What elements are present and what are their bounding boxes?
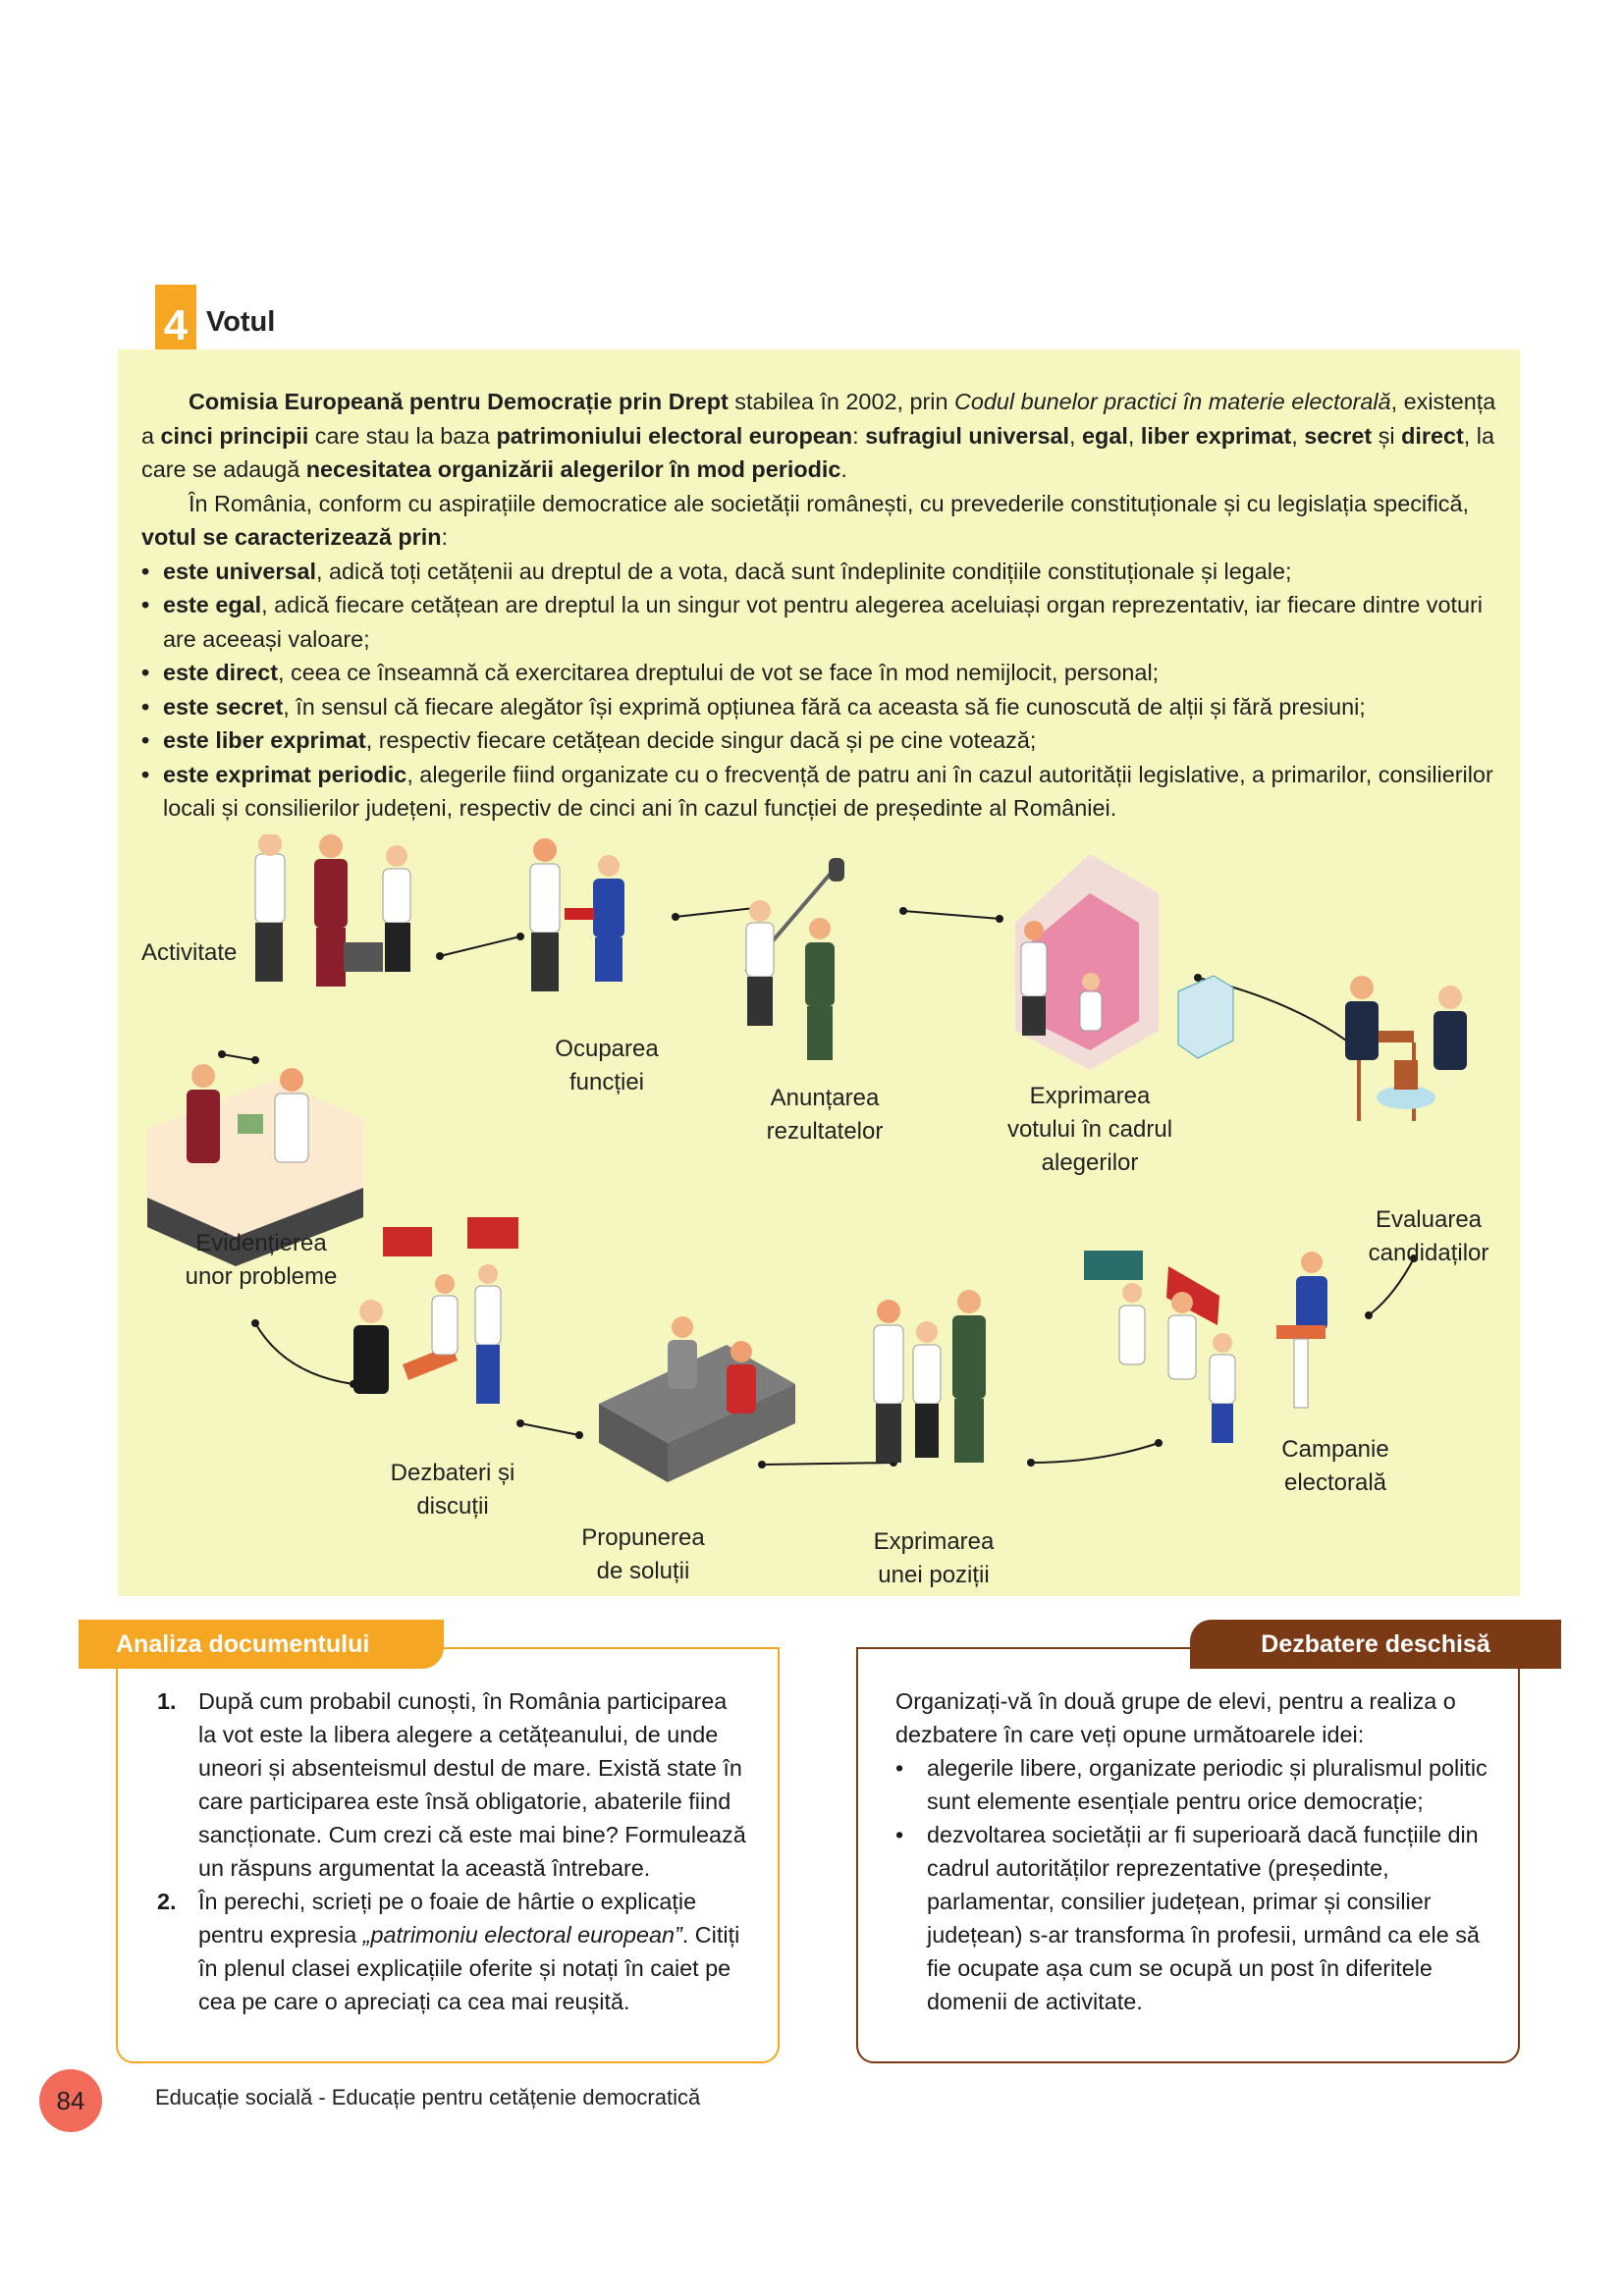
list-item-bold: este secret [163,693,284,720]
label-dezbateri-discutii [369,1457,536,1523]
intro-paragraph-2 [141,487,1501,555]
footer-subject: Educație socială - Educație pentru cetățenie democratică [155,2085,701,2109]
bold-segment: patrimoniului electoral european [496,422,853,449]
analysis-box [116,1647,780,2063]
text-segment: , la care se adaugă [141,422,1494,482]
list-item-bold: este exprimat periodic [163,761,407,787]
dezbateri-illustration [353,1217,518,1404]
question-item [157,1684,746,1885]
list-item: • dezvoltarea societății ar fi superioară dacă funcțiile din cadrul autorităților reprezentative (președinte, parlamentar, consilier județean, primar și consilier județean) s-ar transforma în profesii, urmând ca ele să fie ocupate așa cum se ocupă un post în diferitele domenii de activitate. [895,1818,1489,2018]
propunerea-solutiilor-illustration [599,1316,795,1482]
list-item-text: , în sensul că fiecare alegător își exprimă opțiunea fără ca aceasta să fie cunoscută de alții și fără presiuni; [283,693,1366,720]
bold-segment: cinci principii [160,422,309,449]
bold-segment: necesitatea organizării alegerilor în mod periodic [305,456,841,482]
label-line: Propunerea [581,1524,705,1551]
electoral-cycle-diagram [118,834,1520,1596]
list-item [141,555,1501,589]
section-title: Votul [206,306,276,338]
italic-code-title: Codul bunelor practici în materie electorală [953,389,1391,414]
activitate-people-illustration [255,834,410,987]
list-item-text: , adică fiecare cetățean are dreptul la un singur vot pentru alegerea aceluiași organ reprezentativ, iar fiecare dintre voturi are aceeași valoare; [163,592,1484,652]
bold-segment: votul se caracterizează prin [141,524,442,550]
label-text: Activitate [141,939,238,966]
connector-line [440,936,520,956]
exprimarea-pozitiei-illustration [874,1290,986,1463]
text-segment: care stau la baza [308,422,497,449]
label-ocuparea-functiei [528,1033,685,1099]
bold-segment: direct [1401,422,1464,449]
label-line: Anunțarea [770,1085,880,1111]
question-text: După cum probabil cunoști, în România participarea la vot este la libera alegere a cetățeanului, de unde uneori și absenteismul destul de mare. Există state în care participarea este însă obligatorie, abaterile fiind sancționate. Cum crezi că este mai bine? Formulează un răspuns argumentat la această întrebare. [198,1688,746,1881]
label-line: votului în cadrul [1006,1116,1173,1143]
connector-line [903,911,1000,919]
intro-paragraph-1 [141,385,1501,487]
debate-box [856,1647,1520,2063]
label-activitate [141,936,237,970]
analysis-questions [157,1684,746,2018]
analysis-tab: Analiza documentului [79,1620,444,1669]
bold-segment: liber exprimat [1140,422,1292,449]
bold-commission-name: Comisia Europeană pentru Democrație prin Drept [189,389,729,414]
debate-content [895,1684,1489,2018]
debate-list [895,1751,1489,2018]
list-item [141,588,1501,656]
list-item-text: , adică toți cetățenii au dreptul de a vota, dacă sunt îndeplinite condițiile constituționale și legale; [316,558,1292,584]
campanie-electorala-illustration [1084,1251,1327,1443]
evaluarea-candidatilor-illustration [1345,976,1467,1121]
question-text: În perechi, scrieți pe o foaie de hârtie o explicație pentru expresia [198,1889,697,1948]
label-line: unor probleme [185,1263,338,1290]
question-italic: „patrimoniu electoral european” [362,1922,682,1948]
bold-segment: egal [1082,422,1128,449]
connector-line [762,1463,893,1465]
list-item-text: , respectiv fiecare cetățean decide singur dacă și pe cine votează; [365,727,1037,753]
list-item-text: , alegerile fiind organizate cu o frecvență de patru ani în cazul autorității legislative, a primarilor, consilierilor locali și consilierilor județeni, respectiv de cinci ani în cazul funcției de președinte al României. [163,761,1493,821]
list-item [141,723,1501,758]
bold-segment: secret [1304,422,1373,449]
label-exprimarea-pozitiei [850,1525,1017,1592]
connector-line [1031,1443,1159,1463]
label-line: Ocuparea [555,1036,659,1062]
connector-line [520,1423,579,1435]
bold-segment: sufragiul universal [865,422,1070,449]
text-segment: , [1291,422,1305,449]
vote-characteristics-list [141,555,1501,826]
text-segment: : [441,524,449,550]
list-item-bold: este egal [163,592,262,617]
debate-intro: Organizați-vă în două grupe de elevi, pentru a realiza o dezbatere în care veți opune următoarele idei: [895,1688,1456,1747]
list-item [141,656,1501,690]
text-segment: În România, conform cu aspirațiile democratice ale societății românești, cu prevederile constituționale și cu legislația specifică, [189,490,1469,516]
list-item [141,758,1501,826]
label-line: electorală [1283,1469,1387,1496]
question-text: . Citiți în plenul clasei explicațiile oferite și notați în caiet pe cea pe care o apreciați ca cea mai reușită. [198,1922,740,2014]
label-line: unei poziții [878,1562,990,1588]
label-line: rezultatelor [766,1118,884,1145]
section-number: 4 [163,301,189,349]
label-evidentierea-problemelor [163,1227,359,1294]
anuntarea-rezultatelor-illustration [746,858,844,1060]
ocuparea-functiei-illustration [530,838,624,991]
text-segment: , existența a [141,389,1496,449]
list-item [141,690,1501,724]
text-segment: , [1127,422,1141,449]
text-segment: stabilea în 2002, prin [728,389,954,414]
label-line: Exprimarea [873,1528,995,1555]
label-line: Exprimarea [1029,1083,1151,1109]
label-line: candidaților [1368,1240,1489,1266]
list-item-text: , ceea ce înseamnă că exercitarea dreptului de vot se face în mod nemijlocit, personal; [278,660,1160,685]
debate-tab: Dezbatere deschisă [1190,1620,1561,1669]
voting-booth-illustration [1015,854,1233,1070]
question-number: 1. [157,1688,177,1714]
label-line: Evidențierea [195,1230,327,1256]
question-item [157,1885,746,2018]
label-line: Dezbateri și [390,1460,515,1486]
page-number: 84 [39,2069,102,2132]
connector-line [222,1054,255,1060]
connector-line [255,1323,353,1384]
label-evaluarea-candidatilor [1345,1203,1512,1270]
label-propunerea-solutiilor [550,1522,736,1588]
label-line: Evaluarea [1375,1206,1483,1233]
list-item-bold: este direct [163,660,279,685]
label-line: discuții [416,1493,489,1520]
label-line: funcției [568,1069,645,1095]
text-segment: . [840,456,847,482]
question-number: 2. [157,1889,177,1914]
text-segment: și [1372,422,1402,449]
text-segment: : [852,422,866,449]
list-item-bold: este universal [163,558,317,584]
text-segment: , [1069,422,1083,449]
list-item: • alegerile libere, organizate periodic și pluralismul politic sunt elemente esențiale pentru orice democrație; [895,1751,1489,1818]
label-line: de soluții [596,1558,690,1584]
label-exprimarea-votului [972,1080,1208,1180]
list-item-bold: este liber exprimat [163,727,366,753]
label-line: Campanie [1281,1436,1389,1463]
intro-text [141,385,1501,826]
label-campanie-electorala [1257,1433,1414,1500]
label-anuntarea-rezultatelor [746,1082,903,1148]
label-line: alegerilor [1041,1149,1139,1176]
